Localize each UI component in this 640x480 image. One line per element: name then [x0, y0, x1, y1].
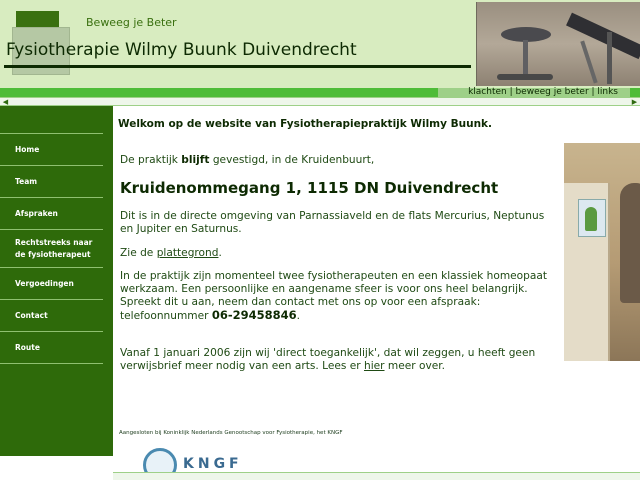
top-navigation-bar	[0, 88, 640, 97]
sidebar-item-label: Afspraken	[15, 208, 58, 218]
sidebar-item-label: Route	[15, 342, 40, 352]
treatment-table-top	[566, 13, 640, 59]
sidebar-divider	[0, 363, 103, 364]
practice-paragraph	[120, 270, 552, 323]
title-underline	[4, 65, 471, 68]
sidebar-item-rechtstreeks[interactable]	[0, 229, 103, 267]
welcome-heading: Welkom op de website van Fysiotherapiepraktijk Wilmy Buunk.	[118, 118, 493, 130]
intro-text: De praktijk	[120, 154, 182, 166]
bottom-scrollbar[interactable]	[113, 472, 640, 480]
person-silhouette	[620, 183, 640, 303]
practice-text: In de praktijk zijn momenteel twee fysiotherapeuten en een klassiek homeopaat werkzaam. Een persoonlijke en aangename sfeer is voor ons heel belangrijk. Spreekt dit u aan, neem dan contact met ons op voor een afspraak:	[120, 270, 548, 308]
stool-leg	[523, 40, 528, 78]
kngf-logo-text: KNGF	[183, 456, 243, 472]
sidebar-item-label: Team	[15, 176, 38, 186]
direct-access-paragraph	[120, 347, 552, 373]
map-paragraph	[120, 247, 552, 260]
intro-text-end: gevestigd, in de Kruidenbuurt,	[209, 154, 375, 166]
direct-access-text: Vanaf 1 januari 2006 zijn wij 'direct toegankelijk', dat wil zeggen, u heeft geen verwijsbrief meer nodig van een arts. Lees er	[120, 347, 536, 372]
sidebar-navigation	[0, 106, 113, 456]
kngf-membership-note: Aangesloten bij Koninklijk Nederlands Genootschap voor Fysiotherapie, het KNGF	[119, 430, 343, 436]
phone-label: telefoonnummer	[120, 310, 212, 322]
direct-access-text-end: meer over.	[384, 360, 445, 372]
sidebar-item-home[interactable]	[0, 133, 103, 165]
sidebar-item-afspraken[interactable]	[0, 197, 103, 229]
side-photo-practice-room	[564, 143, 640, 361]
sidebar-item-vergoedingen[interactable]	[0, 267, 103, 299]
map-link[interactable]: plattegrond	[156, 247, 219, 259]
site-title: Fysiotherapie Wilmy Buunk Duivendrecht	[6, 40, 357, 60]
map-text-end: .	[218, 247, 222, 259]
treatment-table-leg	[607, 32, 612, 84]
main-content	[113, 106, 564, 480]
phone-end: .	[296, 310, 301, 322]
sidebar-item-label: Rechtstreeks naar de fysiotherapeut	[15, 237, 93, 259]
stool-base	[497, 74, 553, 80]
phone-number: 06-29458846	[211, 308, 297, 322]
practice-address: Kruidenommegang 1, 1115 DN Duivendrecht	[120, 179, 499, 197]
surroundings-paragraph: Dit is in de directe omgeving van Parnassiaveld en de flats Mercurius, Neptunus en Jupiter en Saturnus.	[120, 210, 545, 235]
treatment-table-leg	[580, 40, 597, 83]
sidebar-item-label: Vergoedingen	[15, 278, 74, 288]
sidebar-item-team[interactable]	[0, 165, 103, 197]
intro-bold-word: blijft	[181, 154, 210, 166]
sidebar-item-route[interactable]	[0, 331, 103, 363]
top-links-panel	[438, 88, 630, 97]
intro-paragraph	[120, 154, 552, 167]
sidebar-item-label: Contact	[15, 310, 48, 320]
header-photo-treatment-room	[476, 2, 640, 86]
poster-figure	[585, 207, 597, 231]
horizontal-scrollbar[interactable]	[0, 97, 640, 106]
read-more-link[interactable]: hier	[363, 360, 385, 372]
map-text: Zie de	[120, 247, 157, 259]
scroll-right-icon[interactable]: ▶	[631, 98, 638, 106]
site-slogan: Beweeg je Beter	[86, 16, 177, 29]
sidebar-item-label: Home	[15, 144, 40, 154]
sidebar-item-contact[interactable]	[0, 299, 103, 331]
site-header	[0, 0, 640, 88]
top-links[interactable]: klachten | beweeg je beter | links	[468, 87, 618, 97]
scroll-left-icon[interactable]: ◀	[2, 98, 9, 106]
